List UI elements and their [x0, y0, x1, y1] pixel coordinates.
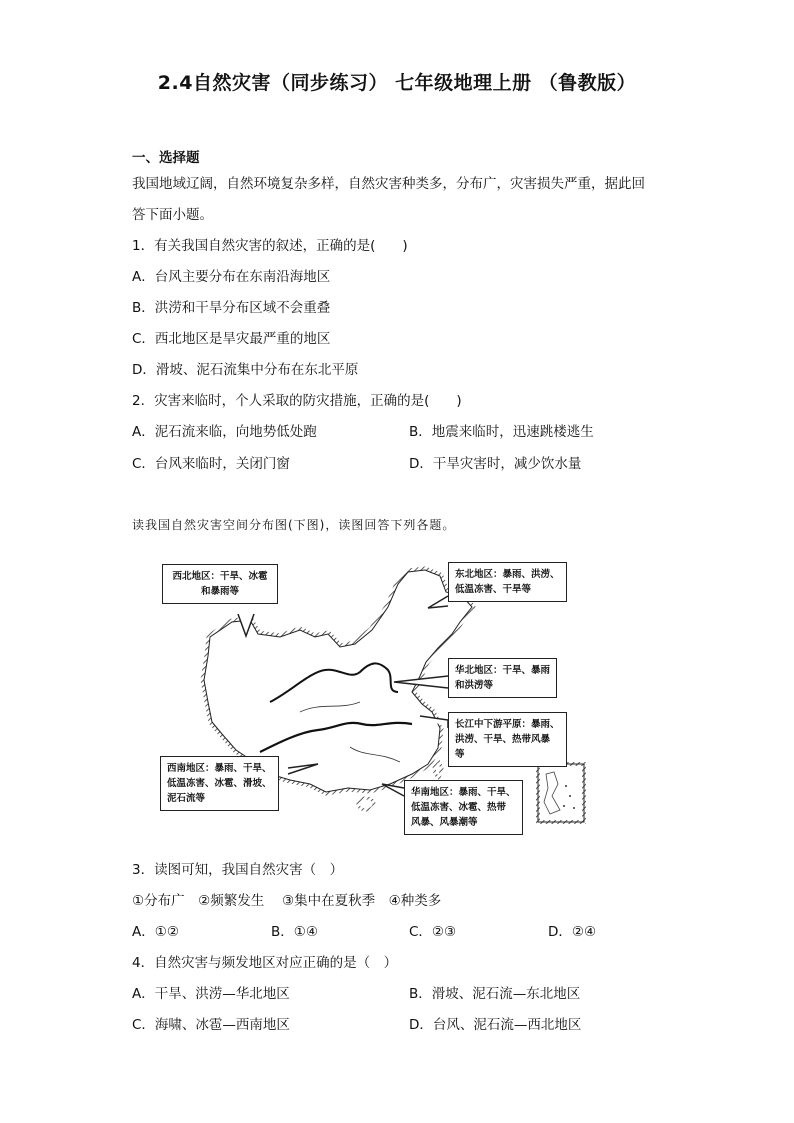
- callout-south-line-1: 华南地区：暴雨、干旱、: [411, 787, 516, 798]
- callout-south: [404, 780, 523, 835]
- callout-northwest-line-2: 和暴雨等: [200, 586, 239, 597]
- callout-north-line-2: 和洪涝等: [455, 680, 494, 691]
- q2-option-a: A．泥石流来临，向地势低处跑: [132, 424, 317, 440]
- q3-stem: 3．读图可知，我国自然灾害（ ）: [132, 862, 344, 878]
- q1-stem: 1．有关我国自然灾害的叙述，正确的是( ): [132, 238, 408, 254]
- callout-southwest: [160, 756, 279, 811]
- callout-northeast-line-1: 东北地区：暴雨、洪涝、: [455, 569, 560, 580]
- callout-north-line-1: 华北地区：干旱、暴雨: [455, 665, 551, 676]
- callout-yangtze-line-2: 洪涝、干旱、热带风暴: [455, 734, 551, 745]
- q4-option-a: A．干旱、洪涝—华北地区: [132, 986, 290, 1002]
- q3-option-b: B．①④: [271, 924, 318, 940]
- q1-option-b: B．洪涝和干旱分布区域不会重叠: [132, 300, 331, 316]
- q2-stem: 2．灾害来临时，个人采取的防灾措施，正确的是( ): [132, 393, 462, 409]
- q2-option-d: D．干旱灾害时，减少饮水量: [409, 456, 582, 472]
- callout-northwest-line-1: 西北地区：干旱、冰雹: [172, 571, 268, 582]
- callout-southwest-line-3: 泥石流等: [167, 793, 206, 804]
- q3-option-d: D．②④: [548, 924, 597, 940]
- q4-option-c: C．海啸、冰雹—西南地区: [132, 1017, 290, 1033]
- q4-stem: 4．自然灾害与频发地区对应正确的是（ ）: [132, 955, 398, 971]
- callout-yangtze-line-3: 等: [455, 749, 465, 760]
- q3-items: ①分布广 ②频繁发生 ③集中在夏秋季 ④种类多: [132, 893, 442, 909]
- q2-option-c: C．台风来临时，关闭门窗: [132, 456, 290, 472]
- callout-south-line-3: 风暴、风暴潮等: [411, 817, 478, 828]
- document-title: 2.4自然灾害（同步练习） 七年级地理上册 （鲁教版）: [157, 72, 637, 94]
- callout-southwest-line-2: 低温冻害、冰雹、滑坡、: [167, 778, 272, 789]
- intro-line-1: 我国地域辽阔，自然环境复杂多样，自然灾害种类多，分布广，灾害损失严重，据此回: [132, 176, 645, 192]
- q3-option-a: A．①②: [132, 924, 179, 940]
- section-heading: 一、选择题: [132, 150, 200, 166]
- callout-south-line-2: 低温冻害、冰雹、热带: [411, 802, 507, 813]
- callout-northeast-line-2: 低温冻害、干旱等: [455, 584, 532, 595]
- q4-option-b: B．滑坡、泥石流—东北地区: [409, 986, 581, 1002]
- q2-option-b: B．地震来临时，迅速跳楼逃生: [409, 424, 594, 440]
- q1-option-c: C．西北地区是旱灾最严重的地区: [132, 331, 331, 347]
- china-disaster-map: [150, 552, 590, 842]
- callout-northwest: [162, 564, 278, 604]
- q1-option-d: D．滑坡、泥石流集中分布在东北平原: [132, 362, 359, 378]
- callout-yangtze: [448, 712, 567, 767]
- callout-northeast: [448, 562, 567, 602]
- intro-line-2: 答下面小题。: [132, 207, 213, 223]
- callout-yangtze-line-1: 长江中下游平原：暴雨、: [455, 719, 560, 730]
- q4-option-d: D．台风、泥石流—西北地区: [409, 1017, 582, 1033]
- q1-option-a: A．台风主要分布在东南沿海地区: [132, 269, 331, 285]
- callout-north: [448, 658, 557, 698]
- map-intro: 读我国自然灾害空间分布图(下图)，读图回答下列各题。: [132, 518, 456, 532]
- q3-option-c: C．②③: [409, 924, 457, 940]
- callout-southwest-line-1: 西南地区：暴雨、干旱、: [167, 763, 272, 774]
